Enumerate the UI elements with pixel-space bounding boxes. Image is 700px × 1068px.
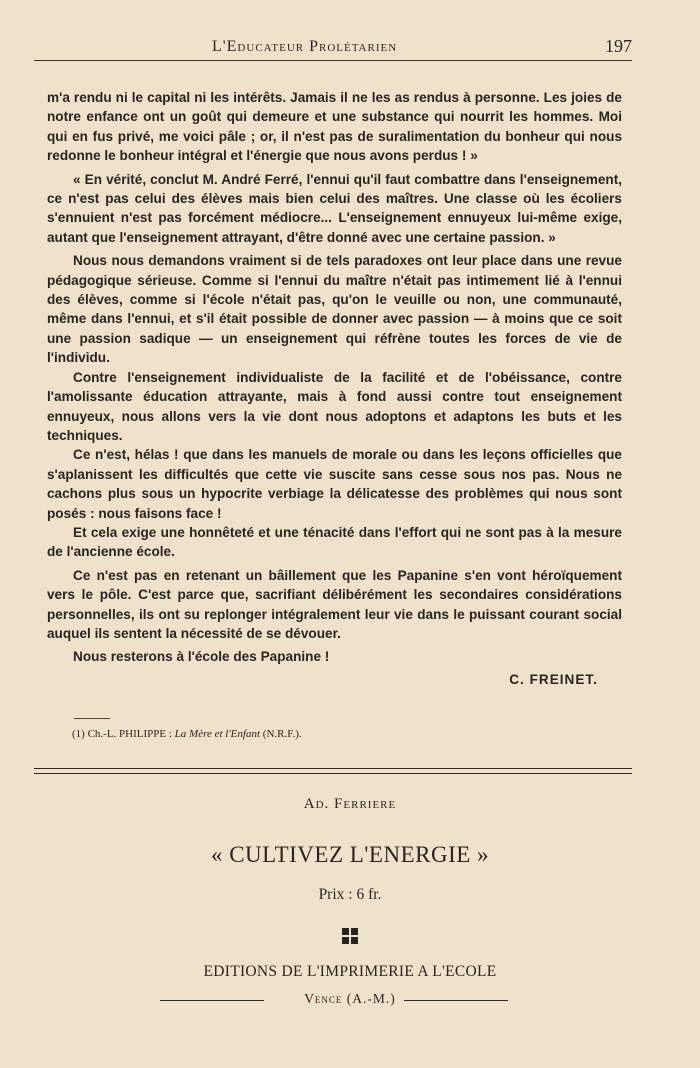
signature: C. FREINET. (509, 671, 598, 687)
paragraph: Contre l'enseignement individualiste de la facilité et de l'obéissance, contre l'amolissante éducation attrayante, mais à fond aussi contre tout enseignement ennuyeux, nous allons vers la vie dont nous adoptons et adaptons les buts et les techniques. (47, 369, 622, 443)
advert-title: « CULTIVEZ L'ENERGIE » (210, 842, 490, 867)
advert-author: Ad. Ferriere (303, 796, 397, 812)
advert-publisher: EDITIONS DE L'IMPRIMERIE A L'ECOLE (203, 963, 497, 980)
paragraph: Nous nous demandons vraiment si de tels paradoxes ont leur place dans une revue pédagogique sérieuse. Comme si l'ennui du maître n'était pas intimement lié à l'ennui des élèves, comme si l'école n'était pas, qu'on le veuille ou non, une communauté, même dans l'ennui, et s'il était possible de donner avec passion — à moins que ce soit une passion sadique — un enseignement qui réfrène toutes les forces de vie de l'individu. (47, 253, 622, 366)
footnote (72, 728, 302, 740)
article-body (47, 88, 622, 689)
place-rule-right (404, 1000, 508, 1001)
running-header (34, 38, 632, 61)
paragraph: Et cela exige une honnêteté et une ténacité dans l'effort qui ne sont pas à la mesure de l'ancienne école. (47, 524, 622, 560)
section-divider-bottom (34, 773, 632, 774)
paragraph: Nous resterons à l'école des Papanine ! (73, 649, 330, 665)
footnote-work: La Mère et l'Enfant (174, 728, 261, 740)
publisher-mark-icon (0, 928, 700, 946)
paragraph: Ce n'est, hélas ! que dans les manuels de morale ou dans les leçons officielles que s'aplanissent les difficultés que cette vie suscite sans cesse sous nos pas. Nous ne cachons plus sous un hypocrite verbiage la délicatesse des problèmes qui nous sont posés : nous faisons face ! (47, 447, 622, 521)
paragraph: Ce n'est pas en retenant un bâillement que les Papanine s'en vont héroïquement vers le pôle. C'est parce que, sacrifiant délibérément les secondaires considérations personnelles, ils ont su replonger intégralement leur vie dans le puissant courant social auquel ils sentent la nécessité de se dévouer. (47, 567, 622, 641)
advert-price: Prix : 6 fr. (318, 886, 382, 903)
paragraph: m'a rendu ni le capital ni les intérêts. Jamais il ne les as rendus à personne. Les joies de notre enfance ont un goût qui demeure et une substance qui nourrit les hommes. Moi qui en fus privé, me voici pâle ; or, il n'est pas de suralimentation du bonheur qui nous redonne le bonheur intégral et l'énergie que nous avons perdus ! » (47, 90, 622, 164)
section-divider-top (34, 768, 632, 769)
footnote-divider (74, 718, 110, 719)
journal-title: L'Educateur Prolétarien (212, 38, 398, 55)
page-number: 197 (605, 36, 632, 56)
advert-place: Vence (A.-M.) (304, 991, 396, 1006)
paragraph: « En vérité, conclut M. André Ferré, l'ennui qu'il faut combattre dans l'enseignement, ce n'est pas celui des élèves mais bien celui des maîtres. Une classe où les écoliers s'ennuient n'est pas forcément médiocre... L'enseignement ennuyeux lui-même exige, autant que l'enseignement attrayant, d'être donné avec une certaine passion. » (47, 171, 622, 245)
footnote-prefix: (1) Ch.-L. PHILIPPE : (72, 728, 175, 740)
footnote-suffix: (N.R.F.). (260, 728, 302, 740)
